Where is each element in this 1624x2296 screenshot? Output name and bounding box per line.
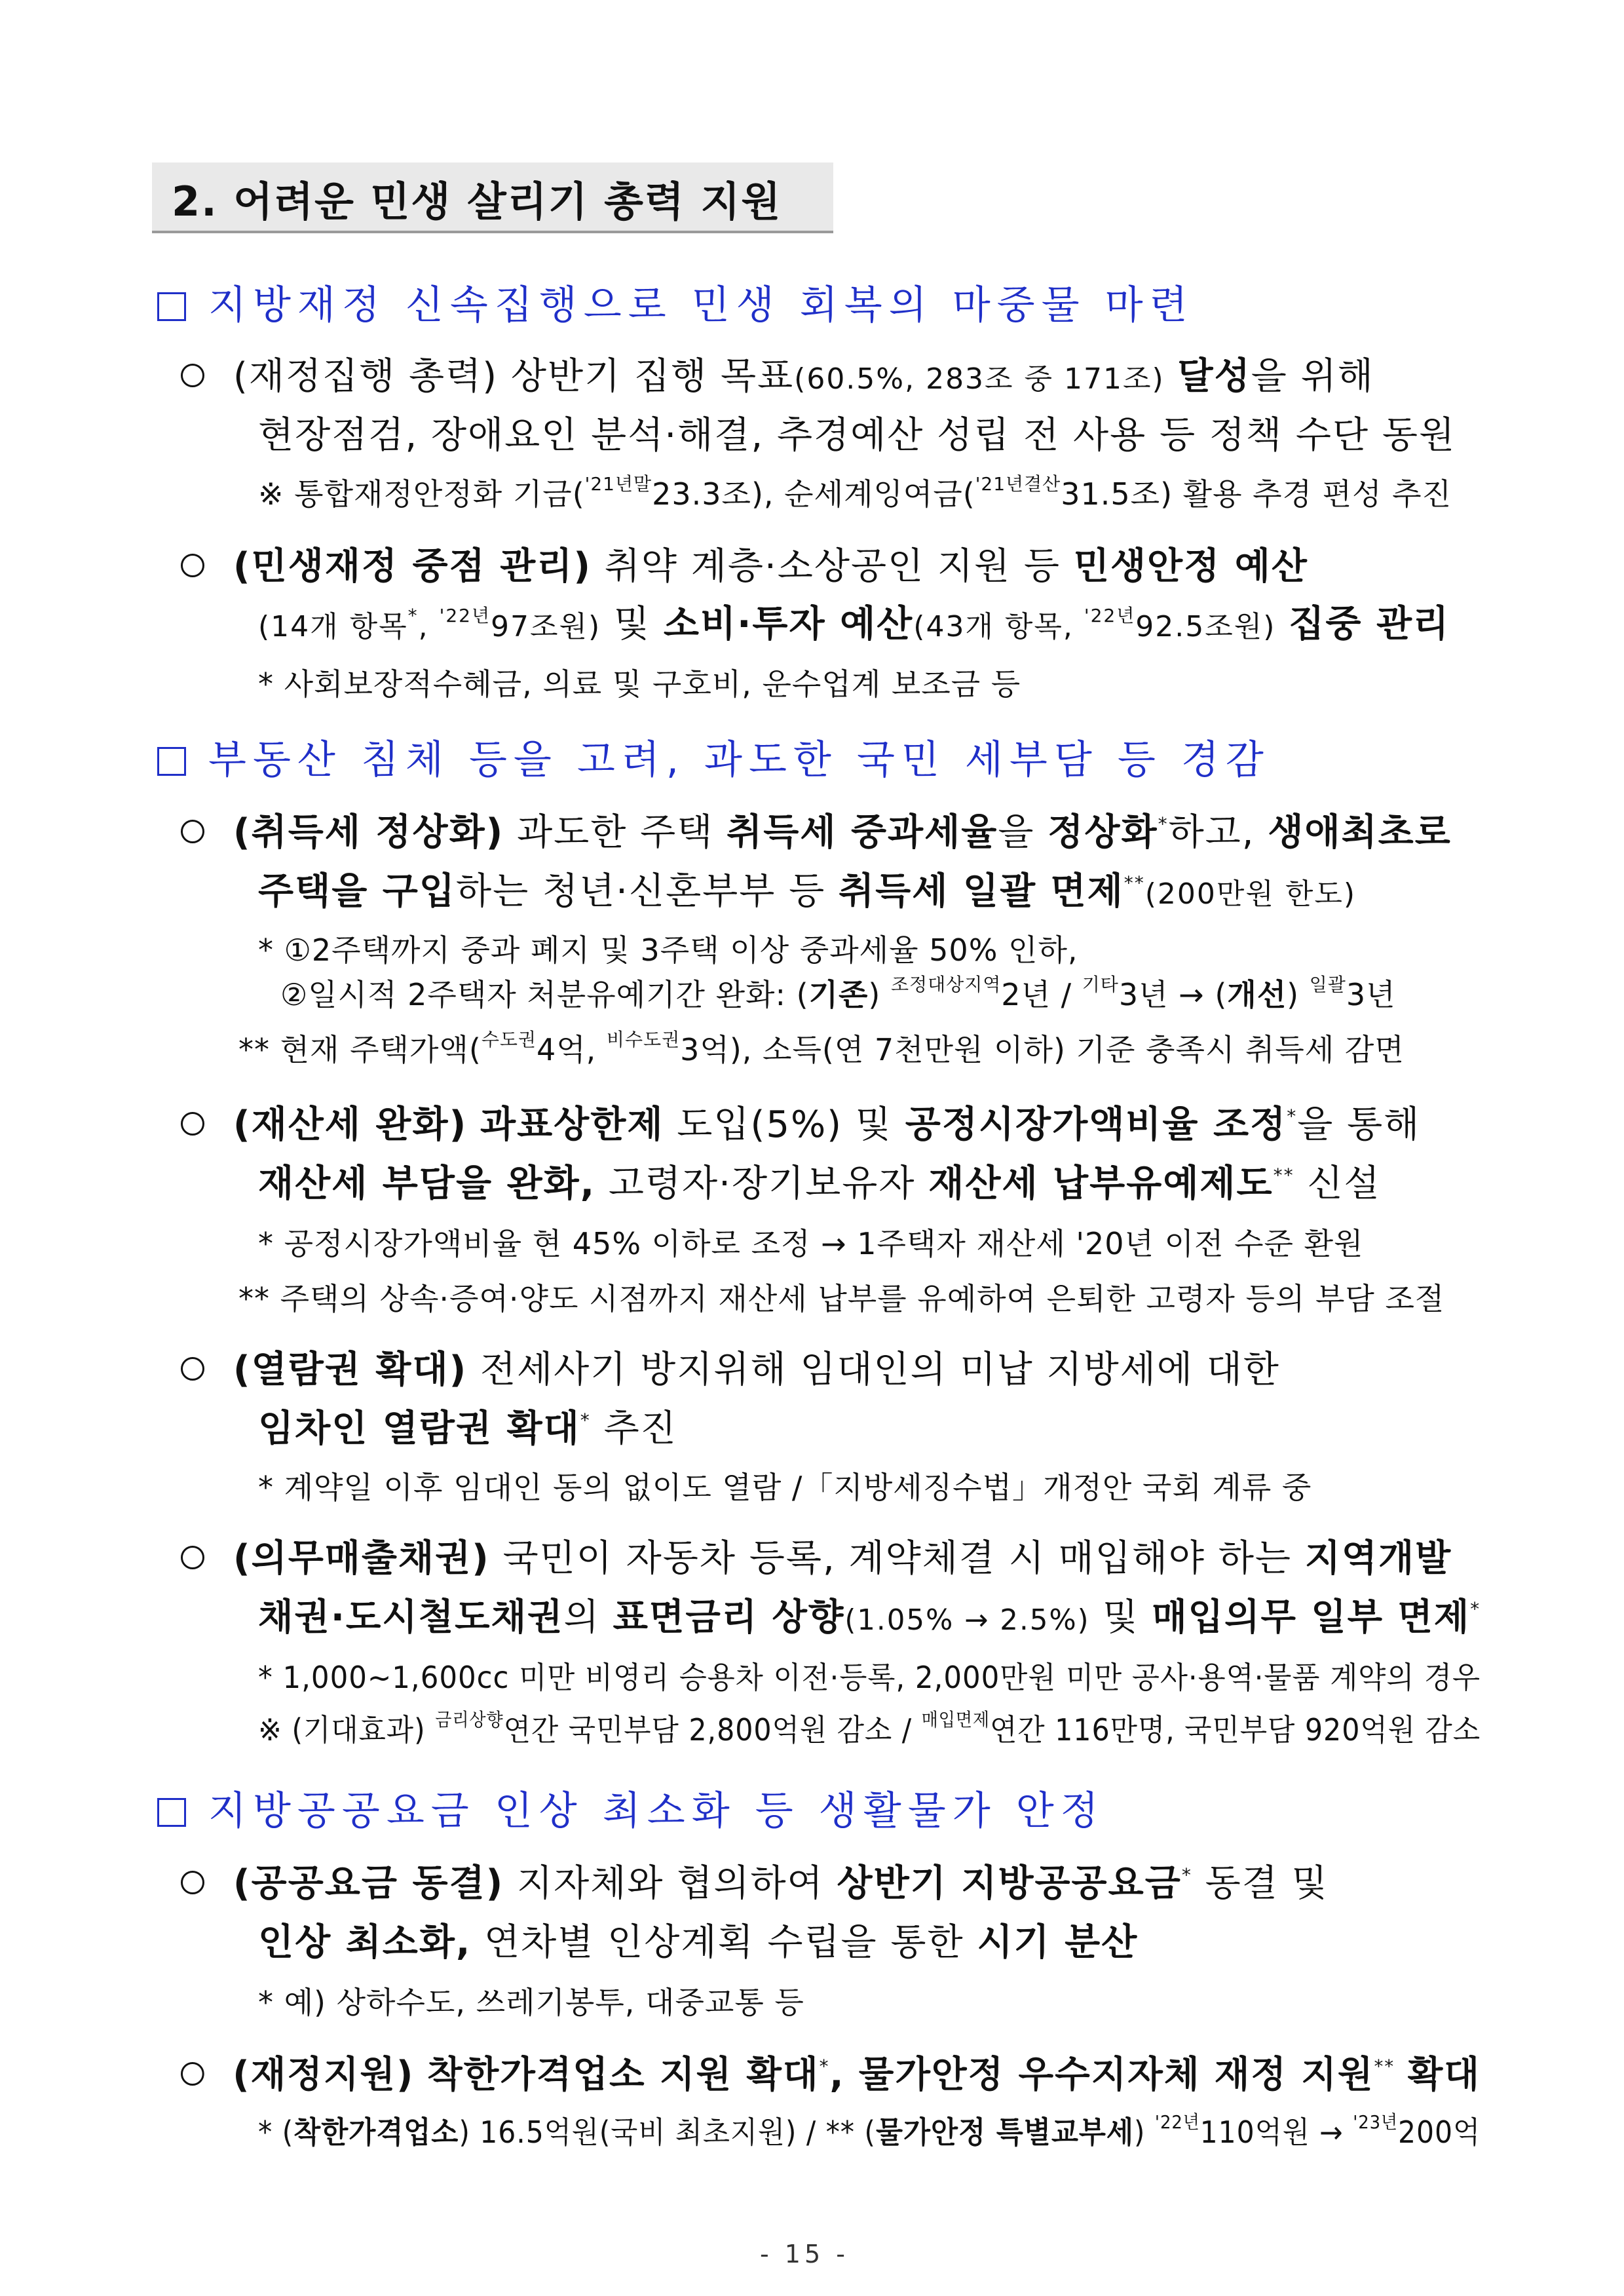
s1-item1-line2: 현장점검, 장애요인 분석·해결, 추경예산 성립 전 사용 등 정책 수단 동원 (258, 414, 1456, 457)
s2-item3-line2: 임차인 열람권 확대* 추진 (258, 1407, 677, 1450)
s3-item1-line1: (공공요금 동결) 지자체와 협의하여 상반기 지방공공요금* 동결 및 (181, 1854, 1329, 1907)
s1-item2-line2: (14개 항목*, $^{'22년}$97조원) 및 소비·투자 예산(43개 항목, $^{'22년}$92.5조원) 집중 관리 (258, 603, 1450, 645)
s2-item1-note2: ②일시적 2주택자 처분유예기간 완화: (기존) $^{조정대상지역}$2년 / $^{기타}$3년 → (개선) $^{일괄}$3년 (280, 974, 1396, 1012)
s1-item1-note: ※ 통합재정안정화 기금($^{'21년말}$23.3조), 순세계잉여금($^{'21년결산}$31.5조) 활용 추경 편성 추진 (258, 473, 1452, 512)
s2-item1-line2: 주택을 구입하는 청년·신혼부부 등 취득세 일괄 면제**(200만원 한도) (258, 870, 1357, 913)
bullet-circle-icon (181, 2062, 204, 2086)
s2-item4-note1: * 1,000~1,600cc 미만 비영리 승용차 이전·등록, 2,000만원 미만 공사·용역·물품 계약의 경우 (258, 1660, 1481, 1695)
checkbox-square-icon (157, 292, 186, 321)
s3-item2-line1: (재정지원) 착한가격업소 지원 확대*, 물가안정 우수지자체 재정 지원** 확대 (181, 2046, 1481, 2098)
s2-item3-note: * 계약일 이후 임대인 동의 없이도 열람 /「지방세징수법」개정안 국회 계류 중 (258, 1470, 1312, 1505)
s2-item2-note2: ** 주택의 상속·증여·양도 시점까지 재산세 납부를 유예하여 은퇴한 고령자 등의 부담 조절 (238, 1281, 1445, 1316)
s3-item2-note: * (착한가격업소) 16.5억원(국비 최초지원) / ** (물가안정 특별교부세) $^{'22년}$110억원 → $^{'23년}$200억 (258, 2111, 1481, 2150)
s2-item4-note2: ※ (기대효과) $^{금리상향}$연간 국민부담 2,800억원 감소 / $^{매입면제}$연간 116만명, 국민부담 920억원 감소 (258, 1709, 1481, 1748)
section-2-heading: 부동산 침체 등을 고려, 과도한 국민 세부담 등 경감 (157, 729, 1270, 785)
s3-item1-line2: 인상 최소화, 연차별 인상계획 수립을 통한 시기 분산 (258, 1921, 1139, 1964)
s2-item2-line2: 재산세 부담을 완화, 고령자·장기보유자 재산세 납부유예제도** 신설 (258, 1162, 1381, 1205)
checkbox-square-icon (157, 747, 186, 776)
s2-item1-line1: (취득세 정상화) 과도한 주택 취득세 중과세율을 정상화*하고, 생애최초로 (181, 803, 1452, 856)
s2-item1-note1: * ①2주택까지 중과 폐지 및 3주택 이상 중과세율 50% 인하, (258, 932, 1078, 968)
page-number: - 15 - (760, 2240, 849, 2268)
bullet-circle-icon (181, 1546, 204, 1569)
section-3-heading: 지방공공요금 인상 최소화 등 생활물가 안정 (157, 1780, 1105, 1836)
page-title: 2. 어려운 민생 살리기 총력 지원 (172, 178, 782, 225)
s2-item4-line1: (의무매출채권) 국민이 자동차 등록, 계약체결 시 매입해야 하는 지역개발 (181, 1529, 1452, 1582)
bullet-circle-icon (181, 554, 204, 577)
checkbox-square-icon (157, 1798, 186, 1827)
section-1-heading: 지방재정 신속집행으로 민생 회복의 마중물 마련 (157, 274, 1194, 330)
bullet-circle-icon (181, 820, 204, 843)
s2-item2-note1: * 공정시장가액비율 현 45% 이하로 조정 → 1주택자 재산세 '20년 이전 수준 환원 (258, 1226, 1364, 1261)
s1-item2-note: * 사회보장적수혜금, 의료 및 구호비, 운수업계 보조금 등 (258, 666, 1021, 702)
s2-item2-line1: (재산세 완화) 과표상한제 도입(5%) 및 공정시장가액비율 조정*을 통해 (181, 1096, 1420, 1148)
s2-item3-line1: (열람권 확대) 전세사기 방지위해 임대인의 미납 지방세에 대한 (181, 1341, 1280, 1393)
s1-item2-line1: (민생재정 중점 관리) 취약 계층·소상공인 지원 등 민생안정 예산 (181, 537, 1308, 590)
s3-item1-note: * 예) 상하수도, 쓰레기봉투, 대중교통 등 (258, 1985, 804, 2020)
s2-item4-line2: 채권·도시철도채권의 표면금리 상향(1.05% → 2.5%) 및 매입의무 일부 면제* (258, 1596, 1481, 1639)
bullet-circle-icon (181, 364, 204, 387)
bullet-circle-icon (181, 1357, 204, 1381)
s1-item1-line1: (재정집행 총력) 상반기 집행 목표(60.5%, 283조 중 171조) 달성을 위해 (181, 347, 1374, 400)
s2-item1-note3: ** 현재 주택가액($^{수도권}$4억, $^{비수도권}$3억), 소득(연 7천만원 이하) 기준 충족시 취득세 감면 (238, 1029, 1405, 1067)
bullet-circle-icon (181, 1871, 204, 1894)
bullet-circle-icon (181, 1112, 204, 1136)
